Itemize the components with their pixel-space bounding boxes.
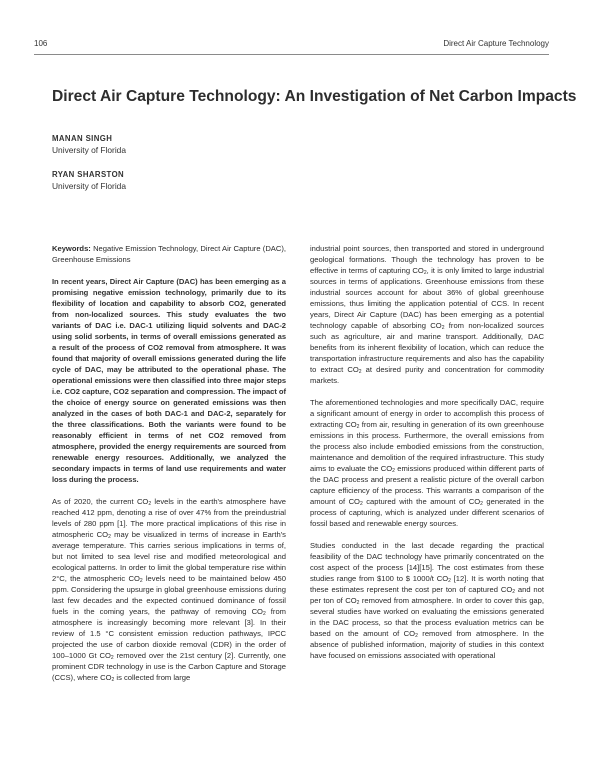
keywords-label: Keywords:	[52, 244, 91, 253]
author-block	[52, 133, 352, 156]
keywords	[52, 243, 286, 265]
page-number: 106	[34, 39, 48, 48]
right-column	[310, 243, 544, 672]
author-affiliation: University of Florida	[52, 181, 127, 191]
header-rule	[34, 54, 549, 55]
abstract: In recent years, Direct Air Capture (DAC) has been emerging as a promising negative emission technology, primarily due to its flexibility of location and capability to absorb CO2, generated from non-localized sources. This study evaluates the two variants of DAC i.e. DAC-1 utilizing liquid solvents and DAC-2 using solid sorbents, in terms of overall emissions generated as a result of the process of CO2 removal from atmosphere. It was found that majority of overall emissions generated during the life cycle of DAC, may be attributed to the operational phase. The operational emissions were then classified into three major steps i.e. CO2 capture, CO2 separation and compression. The impact of the choice of energy source on generated emissions was then analyzed in the cases of both DAC-1 and DAC-2, separately for the three classifications. Both the variants were found to be reasonably efficient in terms of net CO2 removed from atmosphere, provided the energy requirements are sourced from renewable energy resources. Additionally, we analyzed the secondary impacts in terms of land use requirements and water loss during the process.	[52, 277, 286, 484]
body-paragraph: The aforementioned technologies and more specifically DAC, require a significant amount of energy in order to accomplish this process of extracting $CO_2$ from air, resulting in generation of its own greenhouse emissions in this process. Furthermore, the overall emissions from the process also include embodied emissions from the construction, maintenance and demolition of the required infrastructure. This study aims to evaluate the $CO_2$ emissions produced within different parts of the DAC process and present a realistic picture of the overall carbon capture efficiency of the process. This warrants a comparison of the amount of $CO_2$ captured with the amount of $CO_2$ generated in the process of capturing, which is analyzed under different scenarios of fossil based and renewable energy sources.	[310, 398, 544, 528]
body-paragraph: industrial point sources, then transported and stored in underground geological formations. Though the technology has proven to be effective in terms of capturing $CO_2$, it is only limited to large industrial sources in terms of applications. Greenhouse emissions from these industrial sources account for about 36% of global greenhouse emissions, thus limiting the application potential of CCS. In recent years, Direct Air Capture (DAC) has been emerging as a potential technology capable of absorbing $CO_2$ from non-localized sources such as agriculture, air and marine transport. Additionally, DAC benefits from its inherent flexibility of location, which can reduce the transportation infrastructure requirements and also has the capability to extract $CO_2$ at desired purity and concentration for commodity markets.	[310, 244, 544, 385]
author-block	[52, 169, 352, 192]
keywords-text: Negative Emission Technology, Direct Air Capture (DAC), Greenhouse Emissions	[52, 244, 286, 264]
running-header: Direct Air Capture Technology	[443, 39, 549, 48]
left-column	[52, 243, 286, 694]
author-name: MANAN SINGH	[52, 134, 113, 143]
author-affiliation: University of Florida	[52, 145, 127, 155]
article-title: Direct Air Capture Technology: An Investigation of Net Carbon Impacts	[52, 88, 577, 105]
body-paragraph: As of 2020, the current $CO_2$ levels in the earth's atmosphere have reached 412 ppm, denoting a rise of over 47% from the preindustrial levels of 280 ppm [1]. The more practical implications of this rise in atmospheric $CO_2$ may be visualized in terms of increase in Earth's average temperature. This carries serious implications in terms of, but not limited to sea level rise and modified meteorological and ecological patterns. In order to limit the global temperature rise within 2°C, the atmospheric $CO_2$ levels need to be maintained below 450 ppm. Considering the upsurge in global greenhouse emissions during last few decades and the expected continued dominance of fossil fuels in the coming years, the pathway of removing $CO_2$ from atmosphere is increasingly becoming more relevant [3]. In their review of 1.5 °C consistent emission reduction pathways, IPCC projected the use of carbon dioxide removal (CDR) in the order of 100–1000 Gt $CO_2$ removed over the 21st century [2]. Currently, one prominent CDR technology in use is the Carbon Capture and Storage (CCS), where $CO_2$ is collected from large	[52, 497, 286, 683]
body-paragraph: Studies conducted in the last decade regarding the practical feasibility of the DAC technology have primarily concentrated on the cost aspect of the process [14][15]. The cost estimates from these studies range from $100 to $ 1000/t $CO_2$ [12]. It is worth noting that these estimates represent the cost per ton of captured $CO_2$ and not per ton of $CO_2$ removed from atmosphere. In order to cover this gap, several studies have worked on evaluating the emissions generated in the DAC process, so that the process evaluation metrics can be based on the amount of $CO_2$ removed from atmosphere. In the absence of published information, majority of studies in this context have focused on emissions associated with operational	[310, 541, 544, 660]
author-name: RYAN SHARSTON	[52, 170, 125, 179]
